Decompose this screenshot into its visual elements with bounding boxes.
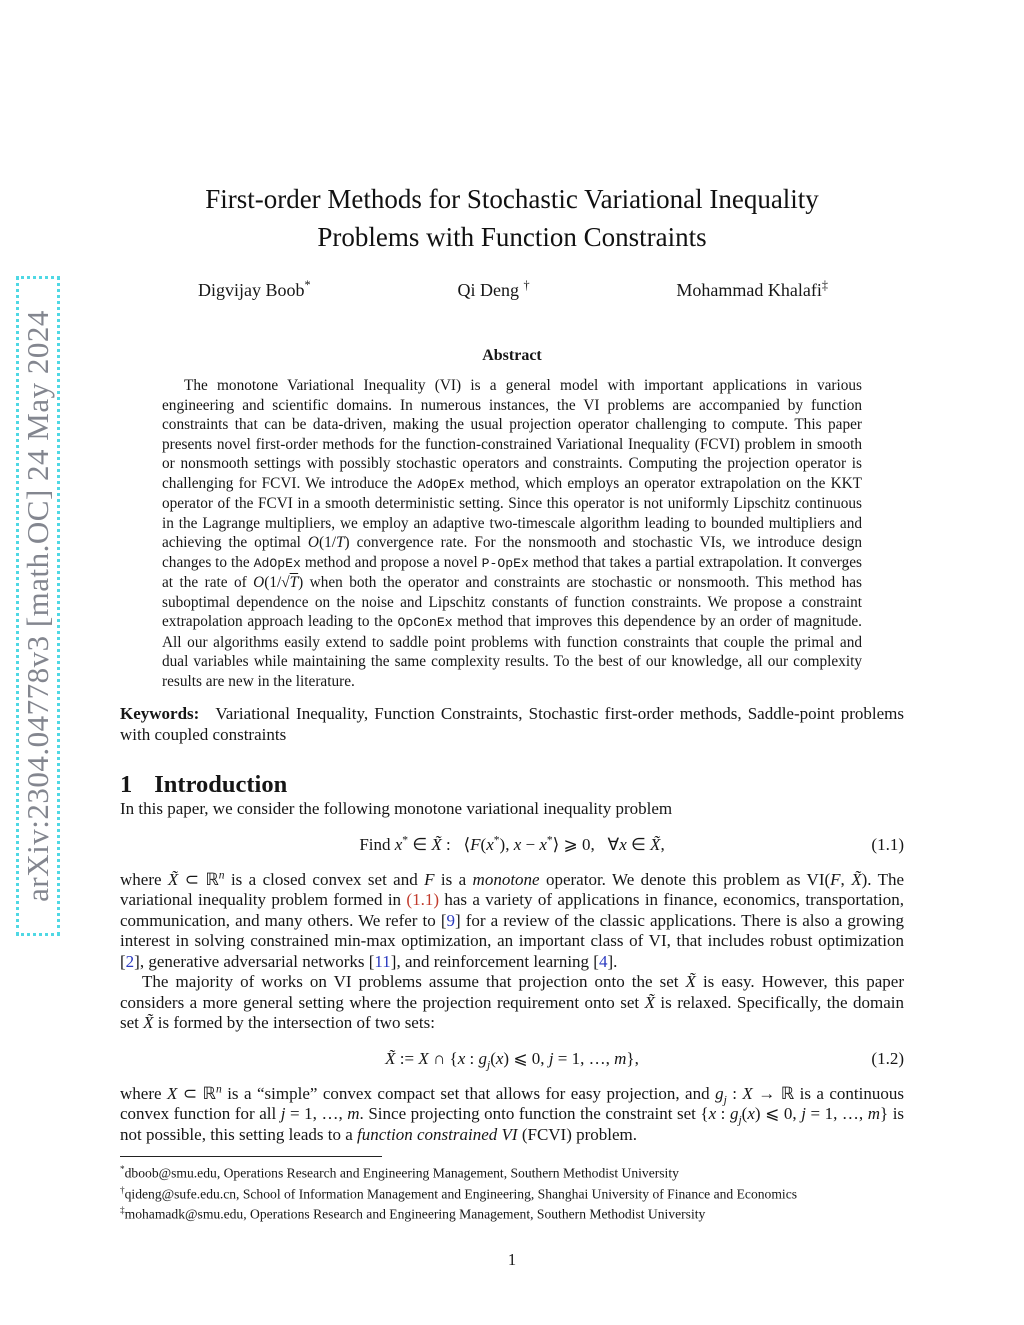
author-3 xyxy=(676,278,828,301)
citation-link[interactable]: 9 xyxy=(446,910,455,930)
author-1-name: Digvijay Boob xyxy=(198,280,305,300)
equation-1-1-tag: (1.1) xyxy=(871,834,904,854)
footnote-2-mark: † xyxy=(120,1184,125,1195)
page-number: 1 xyxy=(507,1249,517,1269)
intro-paragraph-3: The majority of works on VI problems assume that projection onto the set X̃ is easy. However, this paper considers a more general setting where the projection requirement onto set X̃ is relaxed. Specifically, the domain set X̃ is formed by the intersection of two sets: xyxy=(120,972,904,1032)
footnote-3-mark: ‡ xyxy=(120,1205,125,1216)
footnote-3-text: mohamadk@smu.edu, Operations Research and Engineering Management, Southern Methodist University xyxy=(124,1206,706,1222)
citation-link[interactable]: 4 xyxy=(598,951,608,971)
intro-paragraph-2: where X̃ ⊂ ℝ$^n$ is a closed convex set and F is a monotone operator. We denote this problem as VI(F, X̃). The variational inequality problem formed in (1.1) has a variety of applications in finance, economics, transportation, communication, and many others. We refer to [9] for a review of the classic applications. There is also a growing interest in solving constrained min-max optimization, an important class of VI, that includes robust optimization [2], generative adversarial networks [11], and reinforcement learning [4]. xyxy=(120,867,905,971)
footnote-1-mark: * xyxy=(120,1164,125,1174)
author-1 xyxy=(198,278,311,301)
abstract-section xyxy=(162,347,862,691)
intro-paragraph-4: where X ⊂ ℝ$^n$ is a “simple” convex compact set that allows for easy projection, and $g_j$ : X → ℝ is a continuous convex function for all j = 1, …, m. Since projecting onto function the constraint set {x : $g_j(x)$ ⩽ 0, j = 1, …, m} is not possible, this setting leads to a function constrained VI (FCVI) problem. xyxy=(120,1081,905,1144)
author-3-footnote-mark: ‡ xyxy=(821,278,828,292)
equation-1-2-body: X̃ := X ∩ {x : $g_j(x)$ ⩽ 0, j = 1, …, m}, xyxy=(385,1048,639,1071)
footnote-1-text: dboob@smu.edu, Operations Research and Engineering Management, Southern Methodist University xyxy=(124,1165,679,1181)
equation-ref-link[interactable]: (1.1) xyxy=(406,890,439,909)
footnotes-block xyxy=(120,1161,904,1223)
footnote-2-text: qideng@sufe.edu.cn, School of Information Management and Engineering, Shanghai University of Finance and Economics xyxy=(124,1186,798,1202)
abstract-heading: Abstract xyxy=(482,347,542,364)
author-2 xyxy=(457,278,529,301)
keywords-block xyxy=(120,703,904,745)
author-3-name: Mohammad Khalafi xyxy=(676,280,822,300)
author-2-footnote-mark: † xyxy=(523,278,530,292)
equation-1-2 xyxy=(120,1049,904,1069)
keywords-text: Variational Inequality, Function Constraints, Stochastic first-order methods, Saddle-point problems with coupled constraints xyxy=(120,704,904,744)
section-number: 1 xyxy=(120,771,133,798)
footnote-2 xyxy=(120,1182,904,1203)
section-title: Introduction xyxy=(154,771,288,798)
equation-1-2-tag: (1.2) xyxy=(871,1048,904,1068)
authors-row xyxy=(120,278,904,301)
paper-title-line-1: First-order Methods for Stochastic Variational Inequality xyxy=(205,184,819,214)
equation-1-1 xyxy=(120,832,904,855)
abstract-text: The monotone Variational Inequality (VI) is a general model with important applications in various engineering and scientific domains. In numerous instances, the VI problems are accompanied by function constraints that can be data-driven, making the usual projection operator challenging to compute. This paper presents novel first-order methods for the function-constrained Variational Inequality (FCVI) problem in smooth or nonsmooth settings with possibly stochastic operators and constraints. Computing the projection operator is challenging for FCVI. We introduce the AdOpEx method, which employs an operator extrapolation on the KKT operator of the FCVI in a smooth deterministic setting. Since this operator is not uniformly Lipschitz continuous in the Lagrange multipliers, we employ an adaptive two-timescale algorithm leading to bounded multipliers and achieving the optimal O(1/T) convergence rate. For the nonsmooth and stochastic VIs, we introduce design changes to the AdOpEx method and propose a novel P-OpEx method that takes a partial extrapolation. It converges at the rate of O(1/√T) when both the operator and constraints are stochastic or nonsmooth. This method has suboptimal dependence on the noise and Lipschitz constants of function constraints. We propose a constraint extrapolation approach leading to the OpConEx method that improves this dependence by an order of magnitude. All our algorithms easily extend to saddle point problems with function constraints that couple the primal and dual variables while maintaining the same complexity results. To the best of our knowledge, all our complexity results are new in the literature. xyxy=(162,377,863,690)
footnote-3 xyxy=(120,1202,904,1223)
paper-title xyxy=(120,180,904,256)
paper-page xyxy=(120,0,904,1270)
footnote-1 xyxy=(120,1161,904,1182)
section-heading-introduction xyxy=(120,771,904,799)
equation-1-1-body: Find x* ∈ X̃ : ⟨F(x*), x − x*⟩ ⩾ 0, ∀x ∈ X̃, xyxy=(359,832,665,854)
author-1-footnote-mark: * xyxy=(304,278,311,292)
citation-link[interactable]: 11 xyxy=(374,951,391,971)
keywords-label: Keywords: xyxy=(120,704,200,723)
footnote-rule xyxy=(120,1156,382,1157)
citation-link[interactable]: 2 xyxy=(125,951,135,971)
author-2-name: Qi Deng xyxy=(457,280,524,300)
arxiv-watermark xyxy=(16,276,60,936)
intro-paragraph-1: In this paper, we consider the following monotone variational inequality problem xyxy=(120,799,673,818)
paper-title-line-2: Problems with Function Constraints xyxy=(317,222,707,252)
arxiv-watermark-text: arXiv:2304.04778v3 [math.OC] 24 May 2024 xyxy=(20,310,55,902)
